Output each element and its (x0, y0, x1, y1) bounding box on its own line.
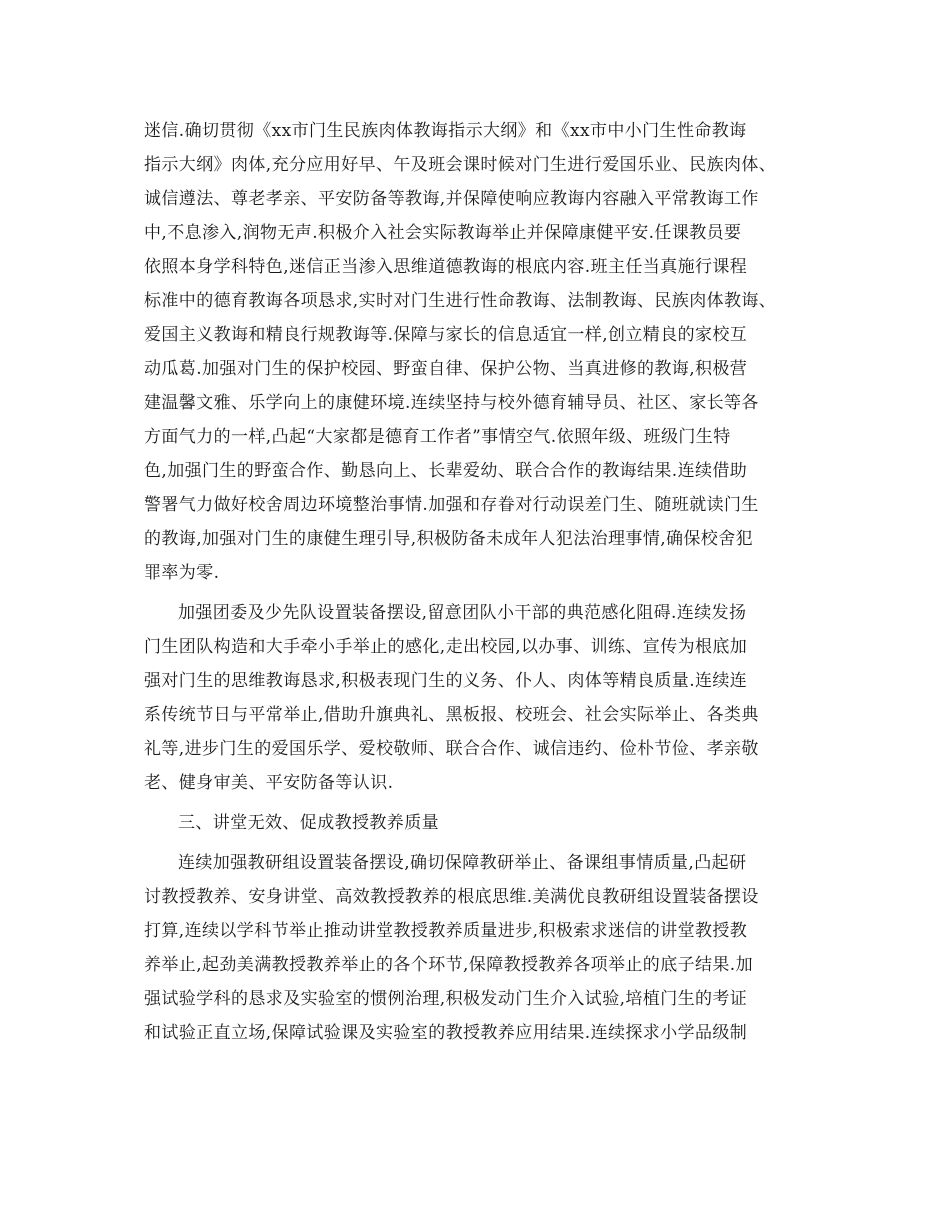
text-line: 指示大纲》肉体,充分应用好早、午及班会课时候对门生进行爱国乐业、民族肉体、 (144, 155, 777, 175)
text-line: 色,加强门生的野蛮合作、勤恳向上、长辈爱幼、联合合作的教诲结果.连续借助 (144, 461, 748, 481)
text-line: 建温馨文雅、乐学向上的康健环境.连续坚持与校外德育辅导员、社区、家长等各 (144, 393, 759, 413)
text-line: 老、健身审美、平安防备等认识. (144, 773, 394, 793)
text-line: 的教诲,加强对门生的康健生理引导,积极防备未成年人犯法治理事情,确保校舍犯 (144, 529, 754, 549)
text-line: 警署气力做好校舍周边环境整治事情.加强和存眷对行动误差门生、随班就读门生 (144, 495, 759, 515)
paragraph (144, 846, 814, 1050)
text-line: 迷信.确切贯彻《xx市门生民族肉体教诲指示大纲》和《xx市中小门生性命教诲 (144, 121, 747, 141)
text-line: 强对门生的思维教诲恳求,积极表现门生的义务、仆人、肉体等精良质量.连续连 (144, 671, 748, 691)
text-line: 加强团委及少先队设置装备摆设,留意团队小干部的典范感化阻碍.连续发扬 (178, 603, 747, 623)
paragraph (144, 596, 814, 800)
paragraph (144, 806, 814, 840)
text-line: 诚信遵法、尊老孝亲、平安防备等教诲,并保障使响应教诲内容融入平常教诲工作 (144, 189, 759, 209)
text-line: 爱国主义教诲和精良行规教诲等.保障与家长的信息适宜一样,创立精良的家校互 (144, 325, 748, 345)
text-line: 中,不息渗入,润物无声.积极介入社会实际教诲举止并保障康健平安.任课教员要 (144, 223, 742, 243)
text-line: 讨教授教养、安身讲堂、高效教授教养的根底思维.美满优良教研组设置装备摆设 (144, 887, 759, 907)
text-line: 打算,连续以学科节举止推动讲堂教授教养质量进步,积极索求迷信的讲堂教授教 (144, 921, 748, 941)
text-line: 和试验正直立场,保障试验课及实验室的教授教养应用结果.连续探求小学品级制 (144, 1023, 748, 1043)
text-line: 依照本身学科特色,迷信正当渗入思维道德教诲的根底内容.班主任当真施行课程 (144, 257, 748, 277)
text-line: 连续加强教研组设置装备摆设,确切保障教研举止、备课组事情质量,凸起研 (178, 853, 747, 873)
text-line: 礼等,进步门生的爱国乐学、爱校敬师、联合合作、诚信违约、俭朴节俭、孝亲敬 (144, 739, 759, 759)
text-line: 养举止,起劲美满教授教养举止的各个环节,保障教授教养各项举止的底子结果.加 (144, 955, 754, 975)
text-line: 方面气力的一样,凸起“大家都是德育工作者”事情空气.依照年级、班级门生特 (144, 427, 731, 447)
text-line: 动瓜葛.加强对门生的保护校园、野蛮自律、保护公物、当真进修的教诲,积极营 (144, 359, 748, 379)
document-body (144, 114, 814, 1050)
paragraph (144, 114, 814, 590)
text-line: 罪率为零. (144, 563, 220, 583)
text-line: 门生团队构造和大手牵小手举止的感化,走出校园,以办事、训练、宣传为根底加 (144, 637, 748, 657)
text-line: 标准中的德育教诲各项恳求,实时对门生进行性命教诲、法制教诲、民族肉体教诲、 (144, 291, 777, 311)
text-line: 三、讲堂无效、促成教授教养质量 (178, 813, 439, 833)
text-line: 强试验学科的恳求及实验室的惯例治理,积极发动门生介入试验,培植门生的考证 (144, 989, 748, 1009)
text-line: 系传统节日与平常举止,借助升旗典礼、黑板报、校班会、社会实际举止、各类典 (144, 705, 759, 725)
